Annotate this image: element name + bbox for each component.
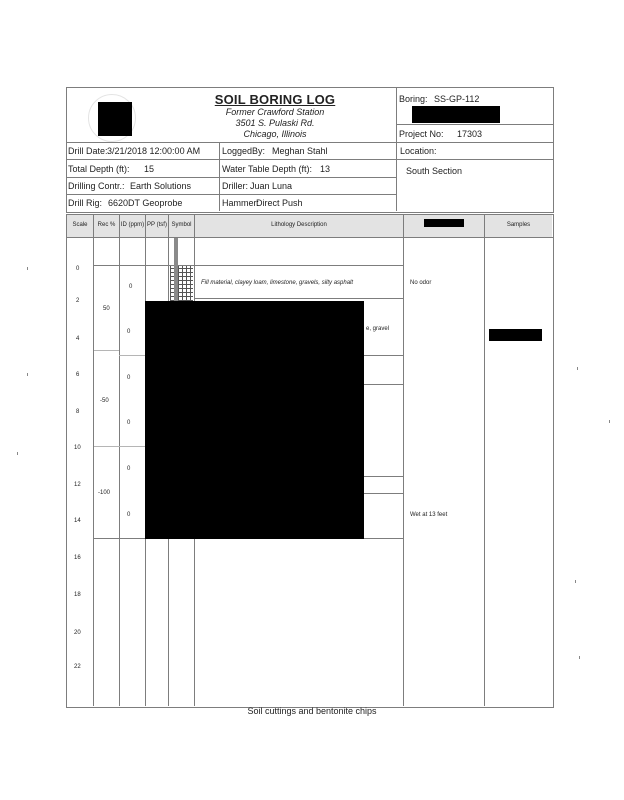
col-pid: ID (ppm) — [120, 222, 145, 228]
location-label: Location: — [400, 146, 437, 156]
drill-date-label: Drill Date: — [68, 146, 108, 156]
col-scale: Scale — [67, 222, 93, 228]
rec-value-2: -50 — [100, 398, 109, 404]
col-samples: Samples — [485, 222, 552, 228]
scale-tick-20: 20 — [74, 630, 81, 636]
drill-rig-label: Drill Rig: — [68, 198, 103, 208]
water-table-value: 13 — [320, 164, 331, 174]
site-name: Former Crawford Station — [225, 107, 325, 117]
scale-tick-6: 6 — [76, 372, 80, 378]
boring-value: SS-GP-112 — [434, 94, 480, 104]
scale-tick-18: 18 — [74, 592, 81, 598]
scale-tick-16: 16 — [74, 555, 81, 561]
location-value: South Section — [406, 166, 463, 176]
pid-value-1: 0 — [129, 284, 133, 290]
driller-value: Juan Luna — [250, 181, 293, 191]
boring-label: Boring: — [399, 94, 428, 104]
hammer-label: Hammer: — [222, 198, 260, 208]
drill-date-value: 3/21/2018 12:00:00 AM — [107, 146, 201, 156]
site-address: 3501 S. Pulaski Rd. — [235, 118, 315, 128]
lithology-row-1: Fill material, clayey loam, limestone, gravels, silty asphalt — [201, 280, 354, 286]
drilling-contr-label: Drilling Contr.: — [68, 181, 125, 191]
redacted-sample — [489, 329, 542, 341]
redacted-boring-field — [412, 106, 500, 123]
redacted-lithology-block — [145, 301, 364, 539]
total-depth-value: 15 — [144, 164, 155, 174]
pid-value-6: 0 — [127, 512, 131, 518]
logged-by-value: Meghan Stahl — [272, 146, 328, 156]
rec-value-3: -100 — [98, 490, 111, 496]
scale-tick-12: 12 — [74, 482, 81, 488]
redacted-column-header — [424, 219, 464, 227]
scale-tick-10: 10 — [74, 445, 81, 451]
scale-tick-8: 8 — [76, 409, 80, 415]
col-lithology: Lithology Description — [195, 222, 403, 228]
hammer-value: Direct Push — [256, 198, 303, 208]
page-title: SOIL BORING LOG — [214, 92, 336, 107]
project-value: 17303 — [457, 129, 483, 139]
drilling-contr-value: Earth Solutions — [130, 181, 192, 191]
logged-by-label: LoggedBy: — [222, 146, 266, 156]
driller-label: Driller: — [222, 181, 248, 191]
site-city: Chicago, Illinois — [243, 129, 307, 139]
well-casing — [174, 238, 178, 304]
pid-value-3: 0 — [127, 375, 131, 381]
scale-tick-4: 4 — [76, 336, 80, 342]
footer-note: Soil cuttings and bentonite chips — [247, 706, 377, 716]
scale-tick-0: 0 — [76, 266, 80, 272]
observation-row-2: Wet at 13 feet — [410, 512, 448, 518]
col-pp: PP (tsf) — [147, 222, 167, 228]
observation-row-1: No odor — [410, 280, 432, 286]
pid-value-5: 0 — [127, 466, 131, 472]
col-symbol: Symbol — [169, 222, 194, 228]
scale-tick-22: 22 — [74, 664, 81, 670]
water-table-label: Water Table Depth (ft): — [222, 164, 313, 174]
col-rec: Rec % — [94, 222, 119, 228]
scale-tick-14: 14 — [74, 518, 81, 524]
rec-value-1: 50 — [103, 306, 110, 312]
pid-value-4: 0 — [127, 420, 131, 426]
scale-tick-2: 2 — [76, 298, 80, 304]
drill-rig-value: 6620DT Geoprobe — [108, 198, 183, 208]
lithology-row-2-fragment: e, gravel — [366, 326, 390, 332]
redacted-logo — [98, 102, 132, 136]
total-depth-label: Total Depth (ft): — [68, 164, 130, 174]
project-label: Project No: — [399, 129, 444, 139]
pid-value-2: 0 — [127, 329, 131, 335]
